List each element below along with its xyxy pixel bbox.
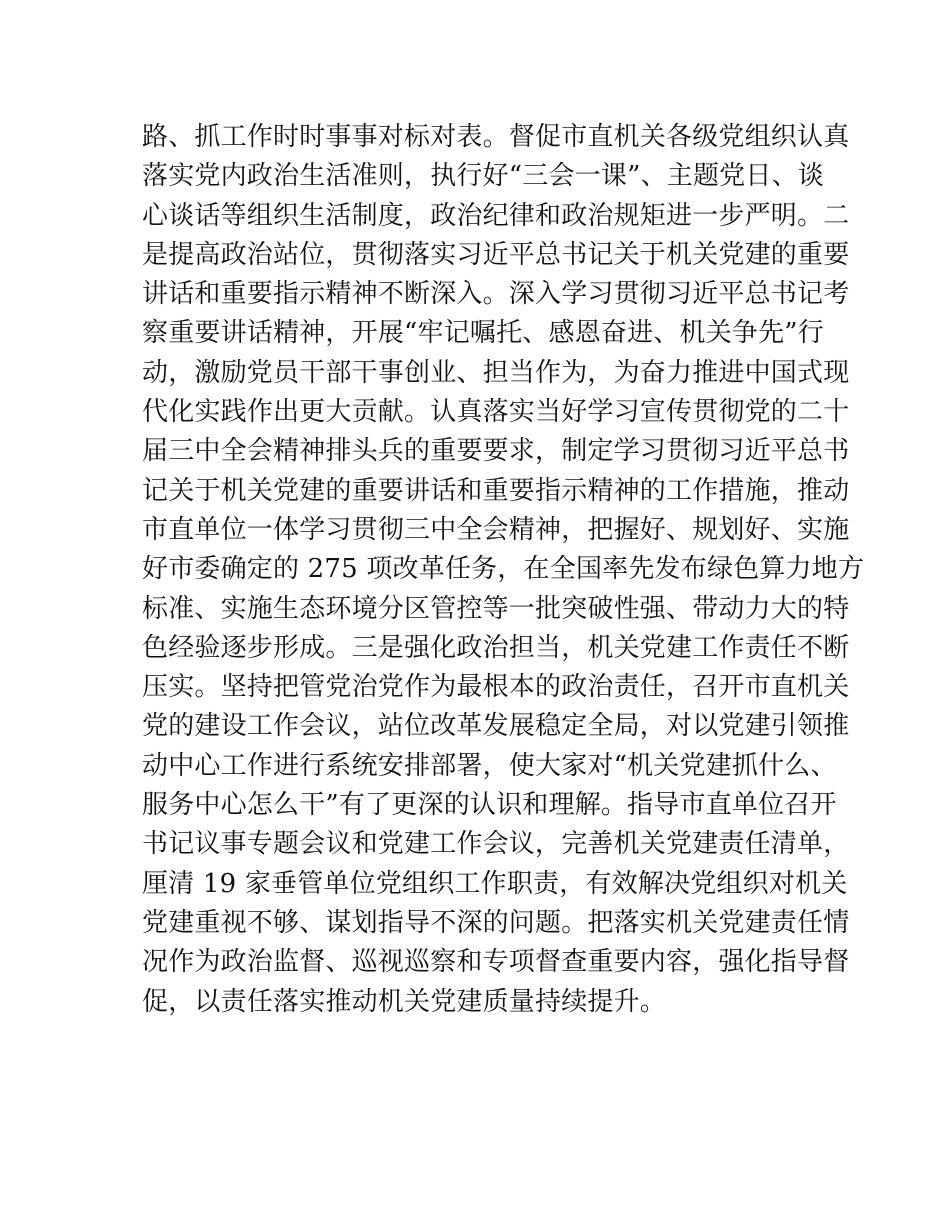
text-line: 压实。坚持把管党治党作为最根本的政治责任，召开市直机关 (142, 672, 850, 703)
text-line: 党建重视不够、谋划指导不深的问题。把落实机关党建责任情 (142, 907, 850, 938)
text-line: 察重要讲话精神，开展“牢记嘱托、感恩奋进、机关争先”行 (142, 318, 824, 349)
text-line: 市直单位一体学习贯彻三中全会精神，把握好、规划好、实施 (142, 514, 850, 545)
text-line: 色经验逐步形成。三是强化政治担当，机关党建工作责任不断 (142, 632, 850, 663)
text-line: 记关于机关党建的重要讲话和重要指示精神的工作措施，推动 (142, 475, 850, 506)
text-line: 是提高政治站位，贯彻落实习近平总书记关于机关党建的重要 (142, 239, 850, 270)
text-line: 厘清 19 家垂管单位党组织工作职责，有效解决党组织对机关 (142, 868, 848, 899)
text-line: 路、抓工作时时事事对标对表。督促市直机关各级党组织认真 (142, 122, 850, 152)
text-line: 心谈话等组织生活制度，政治纪律和政治规矩进一步严明。二 (142, 200, 850, 231)
text-line: 动中心工作进行系统安排部署，使大家对“机关党建抓什么、 (142, 750, 837, 781)
text-line: 况作为政治监督、巡视巡察和专项督查重要内容，强化指导督 (142, 947, 850, 978)
text-line: 标准、实施生态环境分区管控等一批突破性强、带动力大的特 (142, 593, 850, 624)
body-paragraph (142, 118, 865, 1022)
text-line: 代化实践作出更大贡献。认真落实当好学习宣传贯彻党的二十 (142, 397, 850, 428)
text-line: 届三中全会精神排头兵的重要要求，制定学习贯彻习近平总书 (142, 436, 850, 467)
text-line: 落实党内政治生活准则，执行好“三会一课”、主题党日、谈 (142, 161, 824, 192)
text-line: 党的建设工作会议，站位改革发展稳定全局，对以党建引领推 (142, 711, 850, 742)
text-line: 书记议事专题会议和党建工作会议，完善机关党建责任清单， (142, 829, 850, 860)
text-line: 促，以责任落实推动机关党建质量持续提升。 (142, 986, 667, 1017)
text-line: 服务中心怎么干”有了更深的认识和理解。指导市直单位召开 (142, 790, 837, 821)
text-line: 动，激励党员干部干事创业、担当作为，为奋力推进中国式现 (142, 357, 850, 388)
text-line: 讲话和重要指示精神不断深入。深入学习贯彻习近平总书记考 (142, 279, 850, 310)
text-line: 好市委确定的 275 项改革任务，在全国率先发布绿色算力地方 (142, 554, 865, 585)
